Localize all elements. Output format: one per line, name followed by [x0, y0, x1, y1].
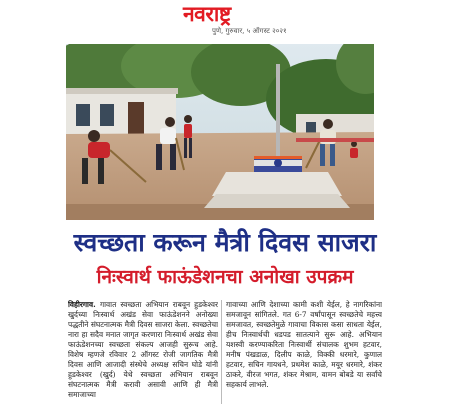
newspaper-masthead: [0, 0, 450, 38]
edition-dateline: पुणे, गुरुवार, ५ ऑगस्ट २०२१: [212, 27, 287, 35]
dateline-place: विहीरगाव.: [68, 300, 100, 309]
article-text-right: गावाच्या आणि देशाच्या कामी कशी येईल, हे नागरिकांना समजावून सांगितले. गत 6-7 वर्षांपासून स्वच्छतेचे महत्त्व समजावत, स्वच्छतेमुळे गावाचा विकास कसा साधता येईल, हीच निःस्वार्थची धडपड सातत्याने सुरू आहे. अभियान यशस्वी करण्याकरिता निःस्वार्थी संचालक शुभम हटवार, मनीष पंखडाळ, दिलीप काळे, विक्की धरमारे, कुणाल हटवार, सचिन गायधने, प्रथमेश काळे, मयूर धरमारे, शंकर ठाकरे, वीरज भगत, शंकर मेश्राम, वामन बोबडे या सर्वांचे सहकार्य लाभले.: [226, 300, 382, 389]
newspaper-logo: नवराष्ट्र: [183, 2, 231, 26]
article-text-left: गावात स्वच्छता अभियान राबवून हुडकेश्वर खुर्दच्या निःस्वार्थ अखंड सेवा फाऊंडेशनने अनोख्या पद्धतीने संघटनात्मक मैत्री दिवस साजरा केला. स्वच्छतेचा नारा हा सदैव मनात जागृत करणारा निःस्वार्थ अखंड सेवा फाऊंडेशनच्या स्वच्छता संकल्प आजही सुरूच आहे. विशेष म्हणजे रविवार 2 ऑगस्ट रोजी जागतिक मैत्री दिवस आणि आजादी संस्थेचे अध्यक्ष सचिन घोडे यांनी हुडकेश्वर (खुर्द) येथे स्वच्छता अभियान राबवून संघटनात्मक मैत्री करावी असावी आणि ही मैत्री समाजाच्या: [68, 300, 218, 399]
article-column-right: [226, 300, 382, 406]
article-column-left: [68, 300, 218, 406]
cleanup-scene-image: [66, 44, 374, 220]
headline-main: स्वच्छता करून मैत्री दिवस साजरा: [73, 228, 377, 257]
news-photo: [66, 44, 374, 220]
column-divider: [221, 300, 222, 404]
headline-sub: निःस्वार्थ फाऊंडेशनचा अनोखा उपक्रम: [96, 266, 354, 288]
